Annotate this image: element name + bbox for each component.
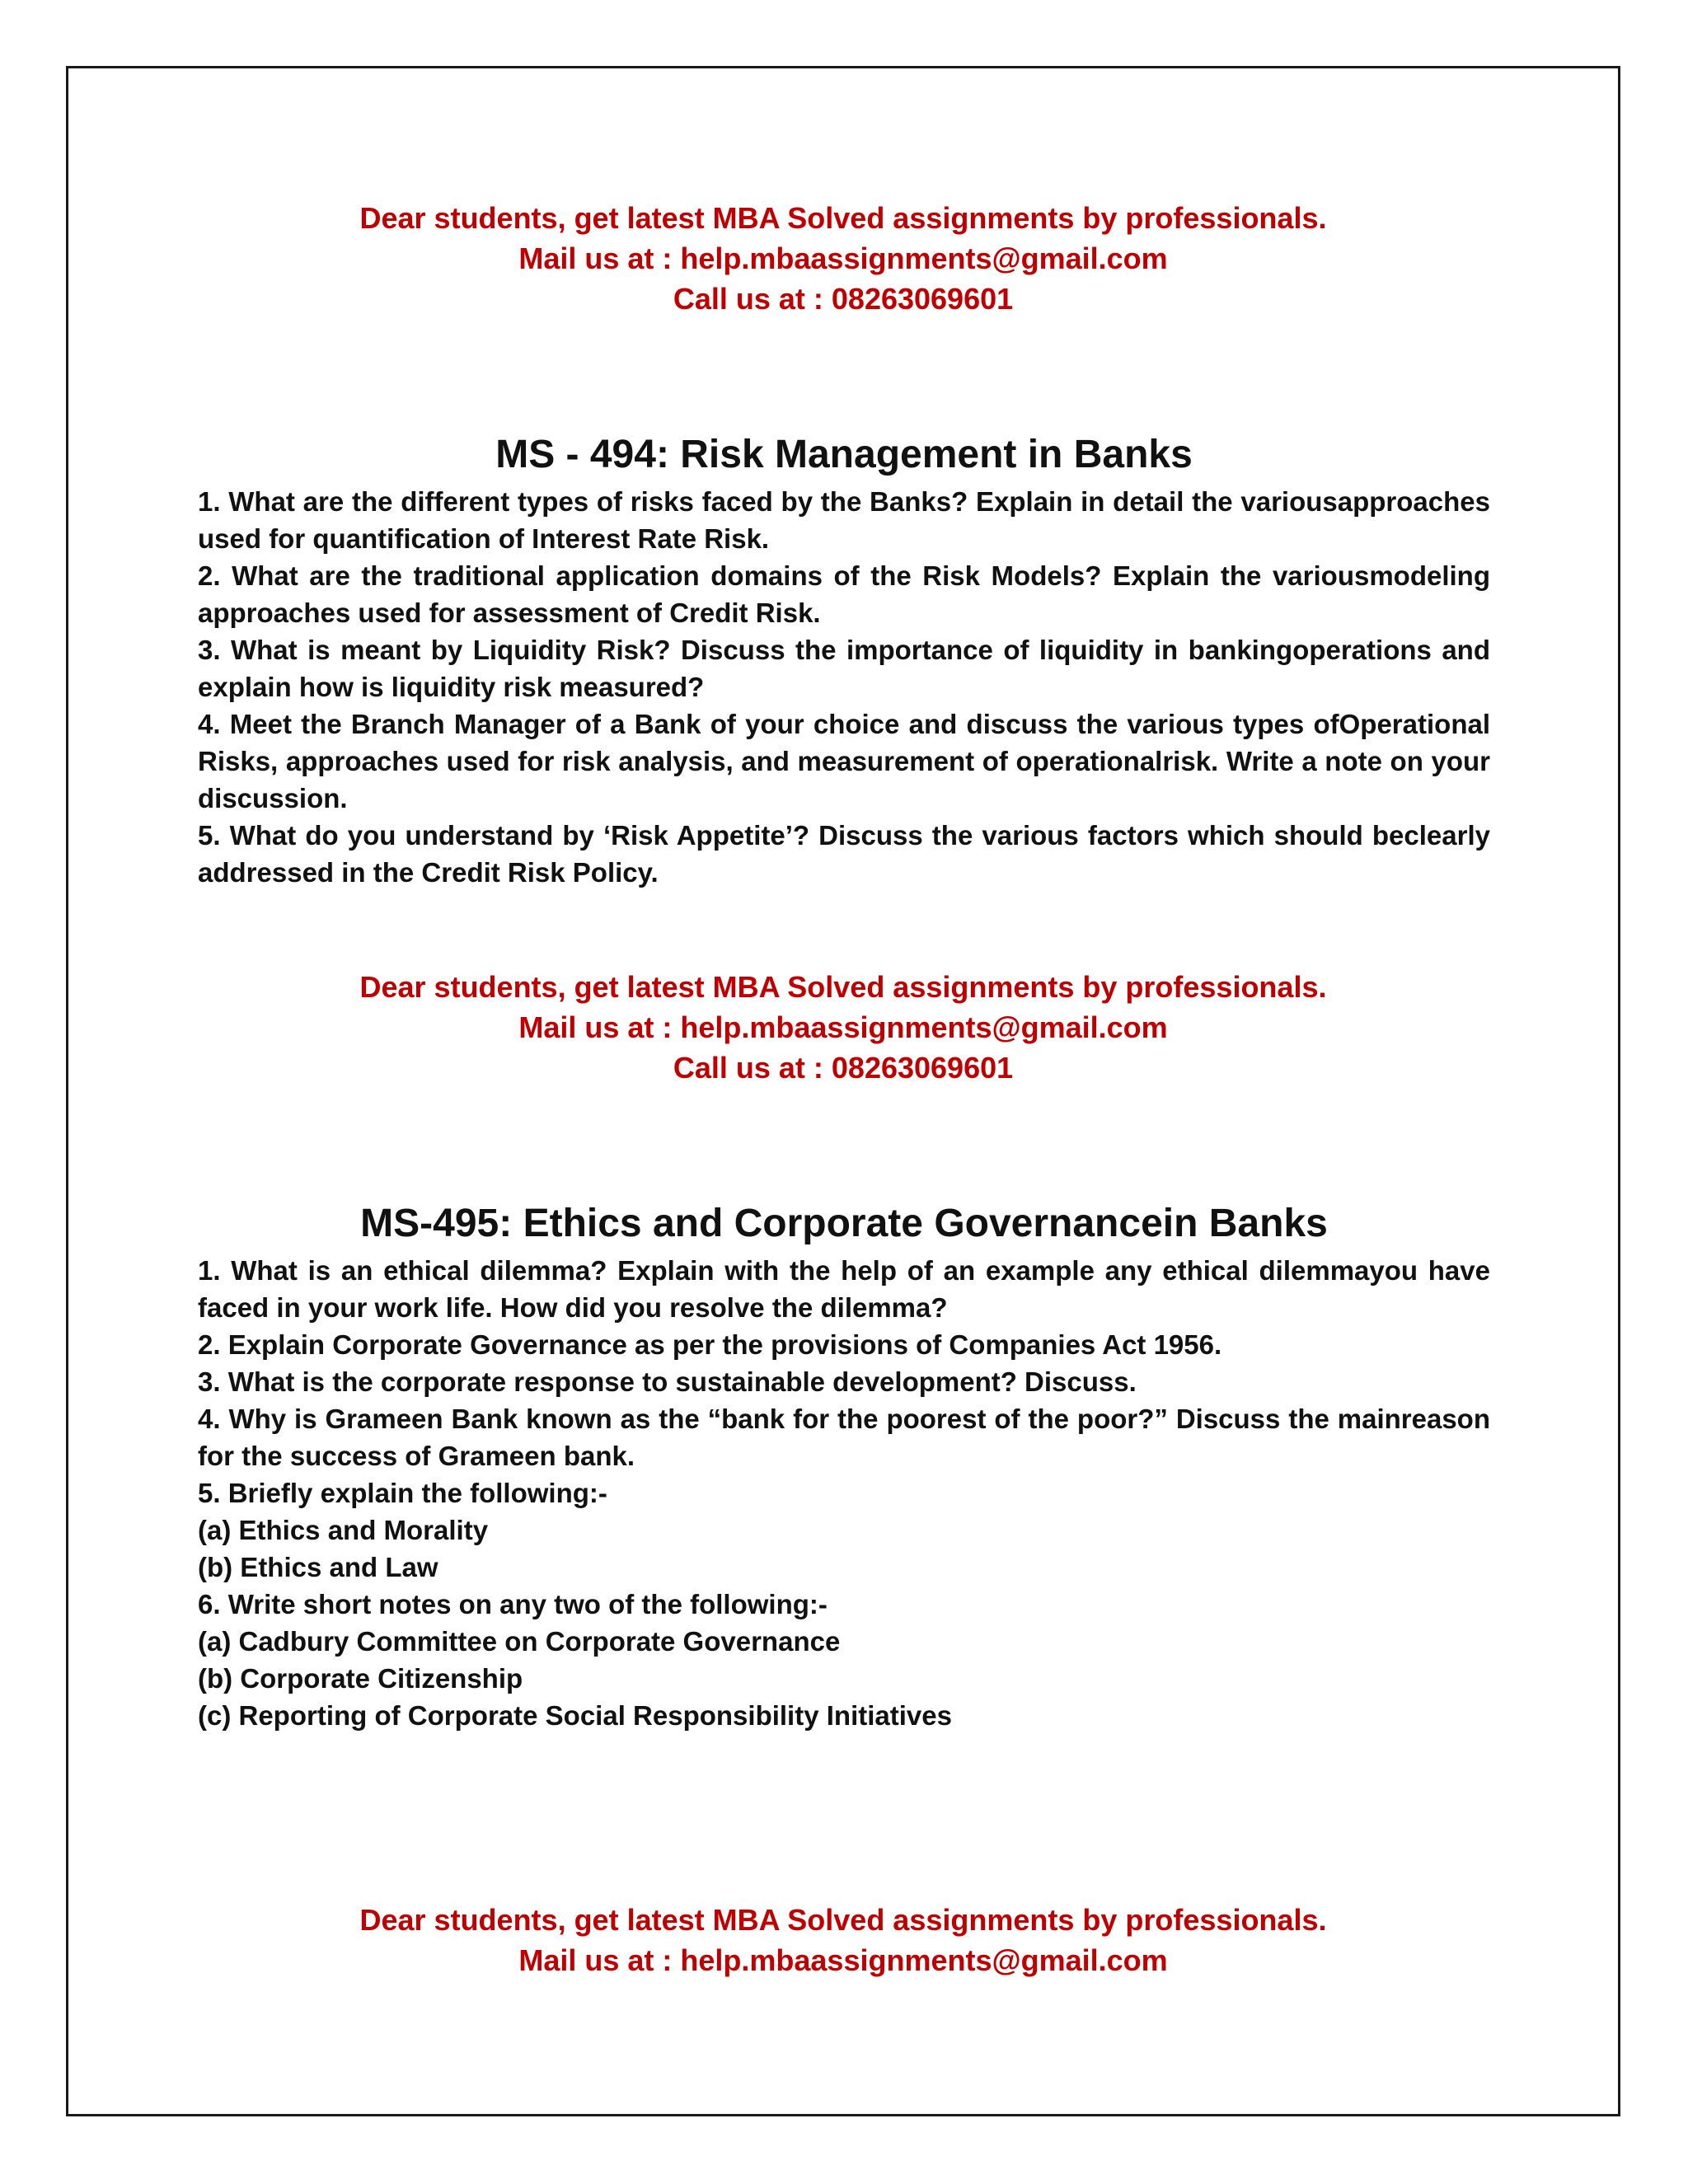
- course-title: MS-495: Ethics and Corporate Governancein Banks: [360, 1202, 1328, 1245]
- sub-item: (a) Cadbury Committee on Corporate Governance: [198, 1626, 841, 1657]
- promo-email-line: Mail us at : help.mbaassignments@gmail.com: [518, 241, 1168, 275]
- promo-email-line: Mail us at : help.mbaassignments@gmail.com: [518, 1943, 1168, 1977]
- page-border: [66, 66, 1620, 2116]
- promo-headline: Dear students, get latest MBA Solved assignments by professionals.: [359, 1903, 1327, 1937]
- promo-headline: Dear students, get latest MBA Solved assignments by professionals.: [359, 970, 1327, 1004]
- question-item: 4. Why is Grameen Bank known as the “bank for the poorest of the poor?” Discuss the mainreason for the success of Grameen bank.: [198, 1404, 1490, 1471]
- promo-block-middle: [66, 967, 1620, 1088]
- promo-block-top: [66, 198, 1620, 319]
- sub-item: (a) Ethics and Morality: [198, 1515, 489, 1545]
- course-ms-494: [198, 432, 1490, 891]
- question-item: 6. Write short notes on any two of the following:-: [198, 1589, 828, 1619]
- question-item: 5. Briefly explain the following:-: [198, 1478, 607, 1508]
- question-item: 2. Explain Corporate Governance as per the provisions of Companies Act 1956.: [198, 1329, 1222, 1360]
- sub-item: (b) Ethics and Law: [198, 1552, 438, 1582]
- course-title: MS - 494: Risk Management in Banks: [495, 433, 1193, 476]
- sub-item: (c) Reporting of Corporate Social Responsibility Initiatives: [198, 1700, 952, 1731]
- question-item: 3. What is the corporate response to sustainable development? Discuss.: [198, 1366, 1137, 1397]
- promo-phone-line: Call us at : 08263069601: [673, 1051, 1014, 1085]
- sub-item: (b) Corporate Citizenship: [198, 1663, 523, 1694]
- promo-email-line: Mail us at : help.mbaassignments@gmail.com: [518, 1010, 1168, 1044]
- question-item: 1. What is an ethical dilemma? Explain with the help of an example any ethical dilemmayou have faced in your work life. How did you resolve the dilemma?: [198, 1255, 1490, 1323]
- question-item: 5. What do you understand by ‘Risk Appetite’? Discuss the various factors which should beclearly addressed in the Credit Risk Policy.: [198, 820, 1490, 888]
- question-item: 2. What are the traditional application domains of the Risk Models? Explain the variousmodeling approaches used for assessment of Credit Risk.: [198, 560, 1490, 628]
- promo-block-bottom: [66, 1900, 1620, 1980]
- question-item: 1. What are the different types of risks faced by the Banks? Explain in detail the variousapproaches used for quantification of Interest Rate Risk.: [198, 486, 1490, 554]
- question-item: 3. What is meant by Liquidity Risk? Discuss the importance of liquidity in bankingoperations and explain how is liquidity risk measured?: [198, 635, 1490, 702]
- course-ms-495: [198, 1201, 1490, 1734]
- question-item: 4. Meet the Branch Manager of a Bank of your choice and discuss the various types ofOperational Risks, approaches used for risk analysis, and measurement of operationalrisk. Write a note on your discussion.: [198, 709, 1490, 813]
- promo-phone-line: Call us at : 08263069601: [673, 282, 1014, 316]
- promo-headline: Dear students, get latest MBA Solved assignments by professionals.: [359, 201, 1327, 235]
